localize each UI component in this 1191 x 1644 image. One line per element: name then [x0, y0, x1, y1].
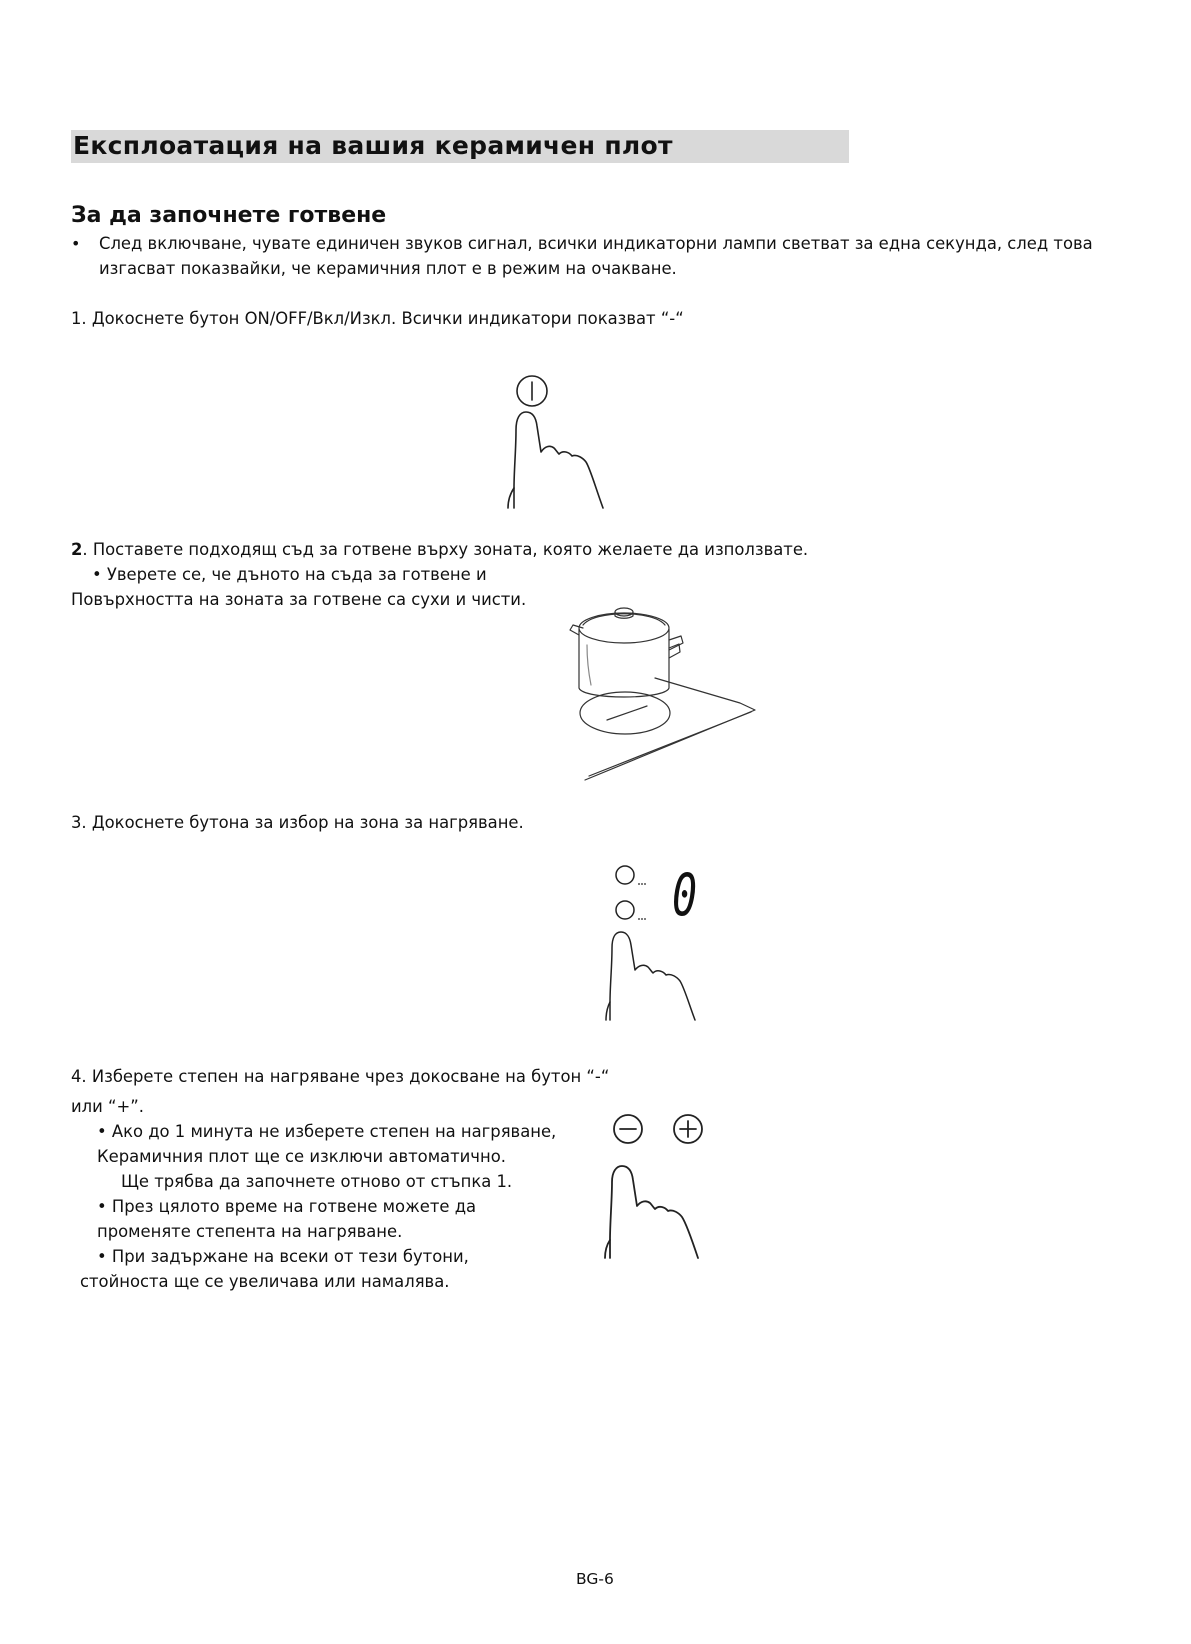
step4-bullet2-line2: променяте степента на нагряване.	[97, 1222, 403, 1241]
step3-text: 3. Докоснете бутона за избор на зона за нагряване.	[71, 813, 524, 832]
zone-select-finger-illustration	[605, 862, 725, 1022]
hand-icon	[610, 1166, 698, 1258]
plus-button-icon	[674, 1115, 702, 1143]
intro-bullet-line1: След включване, чувате единичен звуков сигнал, всички индикаторни лампи светват за една секунда, след това	[99, 234, 1093, 253]
step4-bullet1-line2: Керамичния плот ще се изключи автоматично.	[97, 1147, 506, 1166]
step4-bullet2-line1: • През цялото време на готвене можете да	[97, 1197, 477, 1216]
step4-text-line2: или “+”.	[71, 1097, 144, 1116]
power-level-display: 0	[672, 861, 698, 929]
step4-bullet1-line3: Ще трябва да започнете отново от стъпка 1.	[121, 1172, 513, 1191]
page-title: Експлоатация на вашия керамичен плот	[73, 131, 673, 160]
step4-bullet1-line1: • Ако до 1 минута не изберете степен на нагряване,	[97, 1122, 557, 1141]
step2-text	[71, 537, 808, 562]
step2-number: 2	[71, 540, 83, 559]
minus-button-icon	[614, 1115, 642, 1143]
step2-bullet: • Уверете се, че дъното на съда за готвене и	[92, 565, 487, 584]
step1-text: 1. Докоснете бутон ON/OFF/Вкл/Изкл. Всички индикатори показват “-“	[71, 309, 684, 328]
pot-on-hob-illustration	[565, 600, 765, 780]
intro-bullet-marker: •	[71, 234, 81, 253]
power-button-finger-illustration	[500, 370, 630, 510]
step2-bullet-continued: Повърхността на зоната за готвене са сухи и чисти.	[71, 590, 527, 609]
hand-icon	[610, 932, 695, 1020]
step4-bullet3-line1: • При задържане на всеки от тези бутони,	[97, 1247, 469, 1266]
minus-plus-finger-illustration	[600, 1110, 740, 1260]
section-heading: За да започнете готвене	[71, 203, 387, 228]
step4-bullet3-line2: стойноста ще се увеличава или намалява.	[80, 1272, 450, 1291]
intro-bullet-line2: изгасват показвайки, че керамичния плот е в режим на очакване.	[99, 259, 677, 278]
step2-text-rest: . Поставете подходящ съд за готвене върху зоната, която желаете да използвате.	[82, 540, 809, 559]
page-number: BG-6	[576, 1570, 614, 1588]
step4-text-line1: 4. Изберете степен на нагряване чрез докосване на бутон “-“	[71, 1067, 610, 1086]
hand-icon	[514, 412, 603, 508]
zone-button-1-icon	[616, 866, 634, 884]
zone-button-2-icon	[616, 901, 634, 919]
